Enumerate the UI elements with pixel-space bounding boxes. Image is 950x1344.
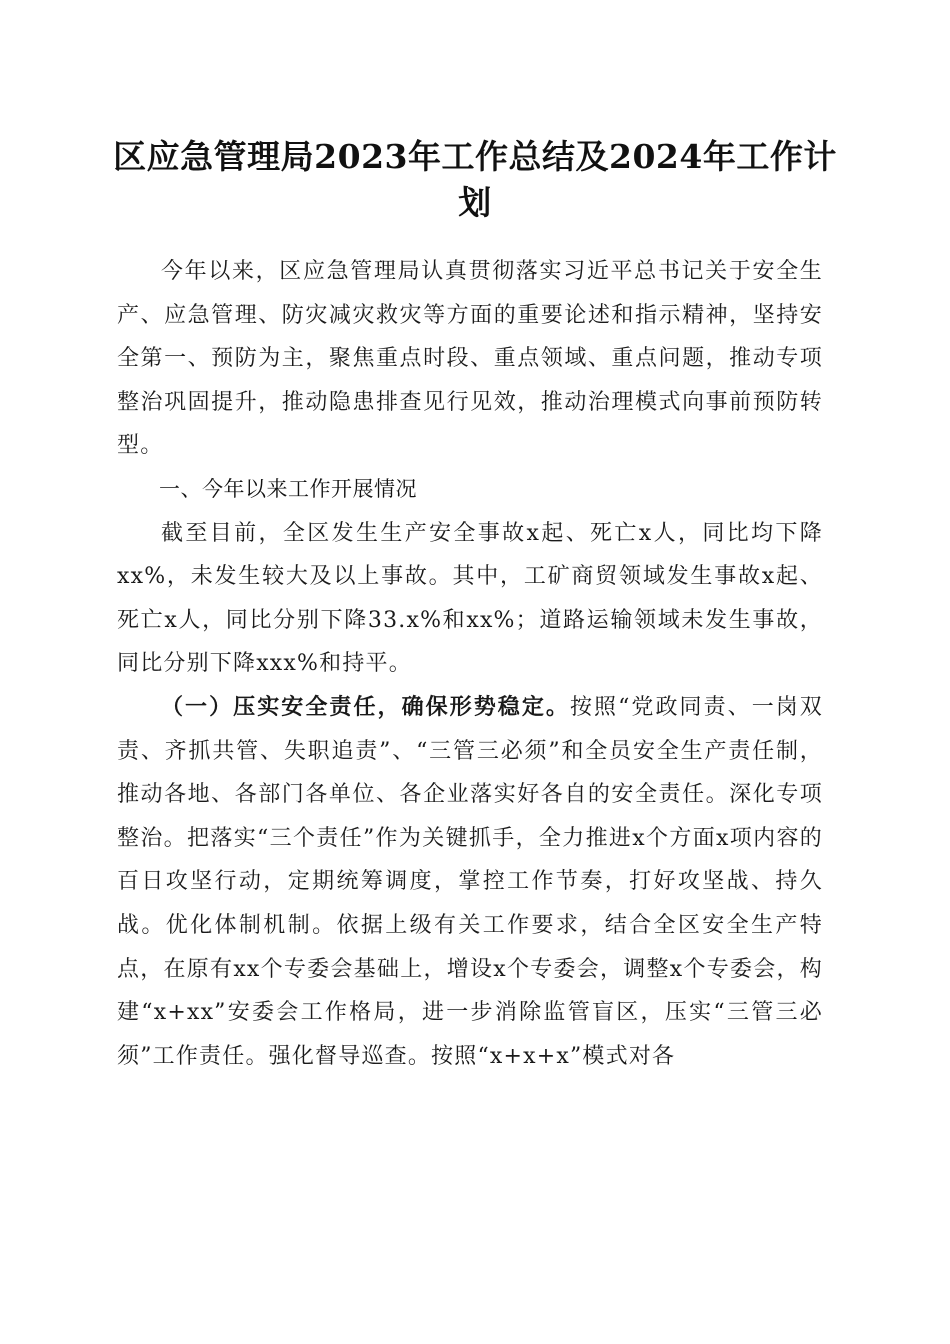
subsection-paragraph	[117, 686, 823, 1078]
section-heading: 一、今年以来工作开展情况	[159, 476, 417, 501]
subsection-heading: （一）压实安全责任，确保形势稳定。	[161, 693, 570, 720]
summary-paragraph: 截至目前，全区发生生产安全事故x起、死亡x人，同比均下降xx%，未发生较大及以上事故。其中，工矿商贸领域发生事故x起、死亡x人，同比分别下降33.x%和xx%；道路运输领域未发生事故，同比分别下降xxx%和持平。	[117, 520, 823, 677]
intro-paragraph: 今年以来，区应急管理局认真贯彻落实习近平总书记关于安全生产、应急管理、防灾减灾救灾等方面的重要论述和指示精神，坚持安全第一、预防为主，聚焦重点时段、重点领域、重点问题，推动专项整治巩固提升，推动隐患排查见行见效，推动治理模式向事前预防转型。	[117, 259, 823, 459]
document-title: 区应急管理局2023年工作总结及2024年工作计划	[113, 137, 837, 222]
subsection-body: 按照“党政同责、一岗双责、齐抓共管、失职追责”、“三管三必须”和全员安全生产责任制，推动各地、各部门各单位、各企业落实好各自的安全责任。深化专项整治。把落实“三个责任”作为关键抓手，全力推进x个方面x项内容的百日攻坚行动，定期统筹调度，掌控工作节奏，打好攻坚战、持久战。优化体制机制。依据上级有关工作要求，结合全区安全生产特点，在原有xx个专委会基础上，增设x个专委会，调整x个专委会，构建“x+xx”安委会工作格局，进一步消除监管盲区，压实“三管三必须”工作责任。强化督导巡查。按照“x+x+x”模式对各	[117, 694, 824, 1069]
document-body	[117, 250, 823, 1078]
